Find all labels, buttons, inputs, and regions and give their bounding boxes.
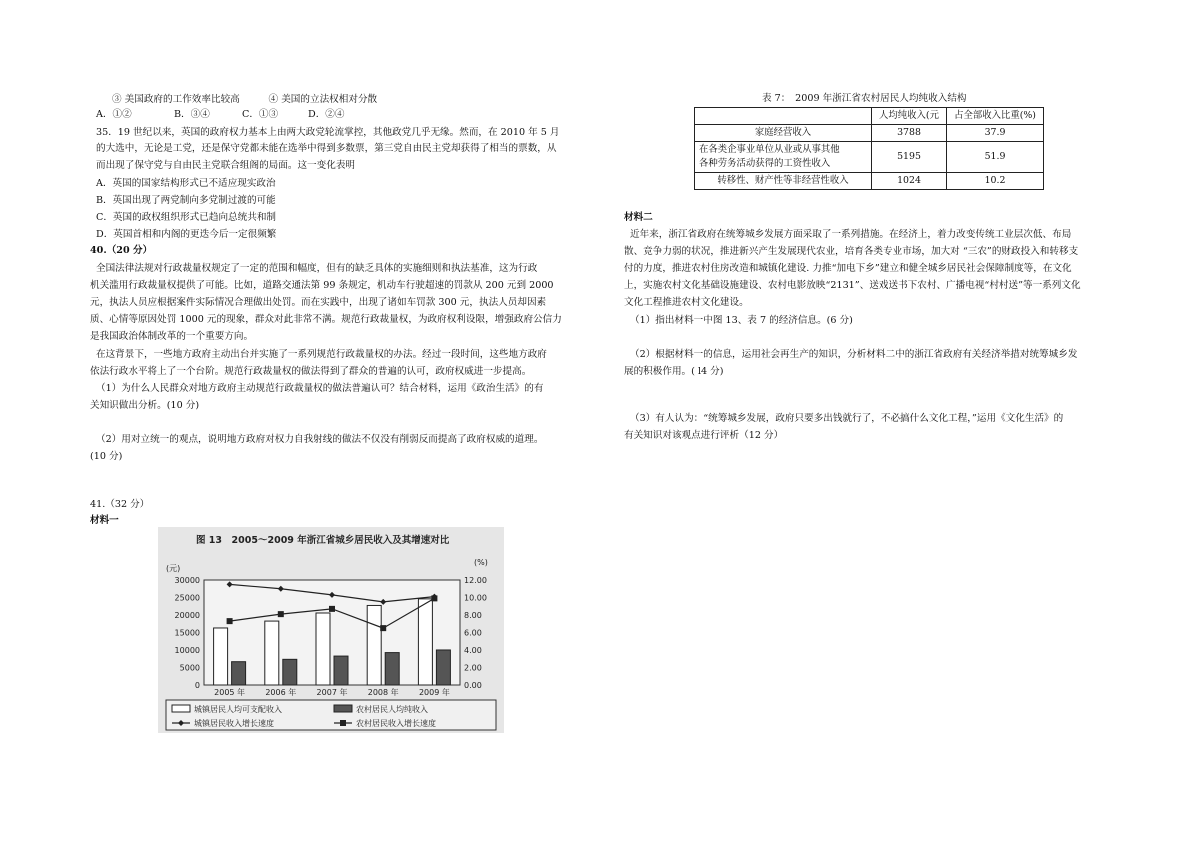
- legend-swatch-urban-income: [172, 705, 190, 712]
- legend-rural-growth: 农村居民收入增长速度: [356, 719, 436, 728]
- table-header-row: [695, 108, 1044, 125]
- y-right-tick-label: 8.00: [464, 611, 482, 620]
- q35-line: 而出现了保守党与自由民主党联合组阁的局面。这一变化表明: [96, 160, 356, 171]
- table-cell-income: 3788: [872, 125, 947, 142]
- q40-sub1-line: （1）为什么人民群众对地方政府主动规范行政裁量权的做法普遍认可？结合材料，运用《政治生活》的有: [96, 383, 544, 394]
- q40-para2-line: 依法行政水平将上了一个台阶。规范行政裁量权的做法得到了群众的普遍的认可，政府权威进一步提高。: [90, 366, 532, 377]
- y-right-tick-label: 12.00: [464, 576, 487, 585]
- y-left-tick-label: 15000: [174, 628, 200, 638]
- bar-urban-income: [418, 599, 432, 685]
- q41-sub3-line: （3）有人认为：“统筹城乡发展，政府只要多出钱就行了，不必搞什么文化工程，”运用《文化生活》的: [630, 413, 1064, 424]
- q40-sub2-line: （2）用对立统一的观点，说明地方政府对权力自我射线的做法不仅没有削弱反而提高了政府权威的道理。: [96, 434, 544, 445]
- table-cell-income: 5195: [872, 142, 947, 173]
- x-tick-label: 2009 年: [418, 688, 450, 697]
- q34-choice-a: A．①②: [96, 109, 132, 120]
- table-cell-label-line2: 各种劳务活动获得的工资性收入: [699, 158, 831, 169]
- y-left-unit: (元): [166, 564, 181, 573]
- q35-line: 35．19 世纪以来，英国的政府权力基本上由两大政党轮流掌控，其他政党几乎无缘。然而，在 2010 年 5 月: [96, 127, 560, 138]
- q41-title: 41.（32 分）: [90, 499, 150, 510]
- material2-line: 近年来，浙江省政府在统筹城乡发展方面采取了一系列措施。在经济上，着力改变传统工业层次低、布局: [630, 229, 1072, 240]
- material2-line: 散、竞争力弱的状况，推进新兴产生发展现代农业，培育各类专业市场，加大对 “三农”的财政投入和转移支: [624, 246, 1079, 257]
- q34-choice-b: B．③④: [174, 109, 210, 120]
- q40-para1-line: 全国法律法规对行政裁量权规定了一定的范围和幅度，但有的缺乏具体的实施细则和执法基准，这为行政: [96, 263, 538, 274]
- bar-urban-income: [214, 628, 228, 685]
- material2-line: 付的力度，推进农村住房改造和城镇化建设. 力推“加电下乡”建立和健全城乡居民社会保障制度等，在文化: [624, 263, 1072, 274]
- table-7: [694, 107, 1044, 190]
- table-header-cell: [695, 108, 872, 125]
- y-right-tick-label: 2.00: [464, 663, 482, 673]
- q34-choice-d: D．②④: [308, 109, 345, 120]
- q34-choice-c: C．①③: [242, 109, 279, 120]
- material1-title: 材料一: [90, 515, 119, 526]
- y-right-tick-label: 10.00: [464, 593, 487, 603]
- x-tick-label: 2008 年: [367, 688, 399, 697]
- table-header-cell: 人均纯收入(元: [872, 108, 947, 125]
- material2-title: 材料二: [624, 212, 653, 223]
- bar-rural-income: [385, 653, 399, 685]
- point-rural-growth: [431, 595, 437, 601]
- x-tick-label: 2006 年: [265, 688, 297, 697]
- table-cell-label: 转移性、财产性等非经营性收入: [695, 173, 872, 190]
- y-right-unit: (%): [474, 558, 488, 567]
- table-header-cell: 占全部收入比重(%): [947, 108, 1044, 125]
- material2-line: 上，实施农村文化基础设施建设、农村电影放映“2131”、送戏送书下农村、广播电视“村村送”等一系列文化: [624, 280, 1081, 291]
- x-tick-label: 2005 年: [214, 688, 246, 697]
- q35-option-b: B．英国出现了两党制向多党制过渡的可能: [96, 195, 276, 206]
- q40-para1-line: 机关滥用行政裁量权提供了可能。比如，道路交通法第 99 条规定，机动车行驶超速的罚款从 200 元到 2000: [90, 280, 554, 291]
- point-rural-growth: [329, 606, 335, 612]
- y-left-tick-label: 10000: [174, 646, 200, 655]
- q34-options-line: ③ 美国政府的工作效率比较高 ④ 美国的立法权相对分散: [112, 94, 378, 105]
- table-cell-share: 10.2: [947, 173, 1044, 190]
- legend-urban-income: 城镇居民人均可支配收入: [194, 705, 282, 714]
- chart-title: 图 13 2005～2009 年浙江省城乡居民收入及其增速对比: [196, 535, 450, 546]
- q41-sub2-line: （2）根据材料一的信息，运用社会再生产的知识，分析材料二中的浙江省政府有关经济举措对统筹城乡发: [630, 349, 1078, 360]
- y-left-tick-label: 5000: [179, 663, 200, 673]
- figure-13-chart: [158, 527, 504, 733]
- bar-urban-income: [367, 605, 381, 685]
- y-left-tick-label: 20000: [174, 611, 200, 620]
- q40-sub2-line: (10 分): [90, 451, 123, 462]
- legend-urban-growth: 城镇居民收入增长速度: [194, 719, 274, 728]
- y-left-tick-label: 0: [194, 681, 200, 690]
- q40-para1-line: 元，执法人员应根据案件实际情况合理做出处罚。而在实践中，出现了诸如车罚款 300 元，执法人员却因素: [90, 297, 547, 308]
- table-row: [695, 142, 1044, 173]
- q35-line: 的大选中，无论是工党，还是保守党都未能在选举中得到多数票，第三党自由民主党却获得了相当的票数，从: [96, 143, 557, 154]
- q40-para1-line: 质、心情等原因处罚 1000 元的现象，群众对此非常不满。规范行政裁量权，为政府权利设限，增强政府公信力: [90, 314, 562, 325]
- legend-swatch-rural-income: [334, 705, 352, 712]
- bar-urban-income: [265, 621, 279, 685]
- q41-sub1: （1）指出材料一中图 13、表 7 的经济信息。(6 分): [630, 315, 853, 326]
- bar-rural-income: [334, 656, 348, 685]
- q41-sub2-line: 展的积极作用。( l4 分): [624, 366, 724, 377]
- x-tick-label: 2007 年: [316, 688, 348, 697]
- point-rural-growth: [227, 618, 233, 624]
- point-rural-growth: [380, 625, 386, 631]
- q35-option-c: C．英国的政权组织形式已趋向总统共和制: [96, 212, 277, 223]
- point-rural-growth: [278, 611, 284, 617]
- bar-rural-income: [232, 662, 246, 685]
- table-cell-label: 家庭经营收入: [695, 125, 872, 142]
- table-cell-income: 1024: [872, 173, 947, 190]
- table-cell-share: 51.9: [947, 142, 1044, 173]
- q40-title: 40.（20 分）: [90, 245, 153, 256]
- y-right-tick-label: 6.00: [464, 628, 482, 638]
- chart-svg: [158, 527, 504, 733]
- bar-rural-income: [283, 659, 297, 685]
- q41-sub3-line: 有关知识对该观点进行评析（12 分）: [624, 430, 784, 441]
- q35-option-d: D．英国首相和内阁的更迭今后一定很频繁: [96, 229, 277, 240]
- table-cell-share: 37.9: [947, 125, 1044, 142]
- bar-rural-income: [436, 650, 450, 685]
- table7-caption: 表 7： 2009 年浙江省农村居民人均纯收入结构: [762, 93, 967, 104]
- q40-sub1-line: 关知识做出分析。(10 分): [90, 400, 200, 411]
- table-row: [695, 173, 1044, 190]
- q40-para2-line: 在这背景下，一些地方政府主动出台并实施了一系列规范行政裁量权的办法。经过一段时间，这些地方政府: [96, 349, 547, 360]
- bar-urban-income: [316, 613, 330, 685]
- legend-rural-income: 农村居民人均纯收入: [356, 705, 428, 714]
- material2-line: 文化工程推进农村文化建设。: [624, 297, 749, 308]
- y-right-tick-label: 4.00: [464, 646, 482, 655]
- table-row: [695, 125, 1044, 142]
- q40-para1-line: 是我国政治体制改革的一个重要方向。: [90, 331, 254, 342]
- y-left-tick-label: 30000: [174, 576, 200, 585]
- table-cell-label-line1: 在各类企事业单位从业或从事其他: [699, 144, 840, 155]
- legend-rural-growth-marker: [340, 720, 346, 726]
- y-left-tick-label: 25000: [174, 593, 200, 603]
- table-cell-label: [695, 142, 872, 173]
- q35-option-a: A．英国的国家结构形式已不适应现实政治: [96, 178, 276, 189]
- y-right-tick-label: 0.00: [464, 681, 482, 690]
